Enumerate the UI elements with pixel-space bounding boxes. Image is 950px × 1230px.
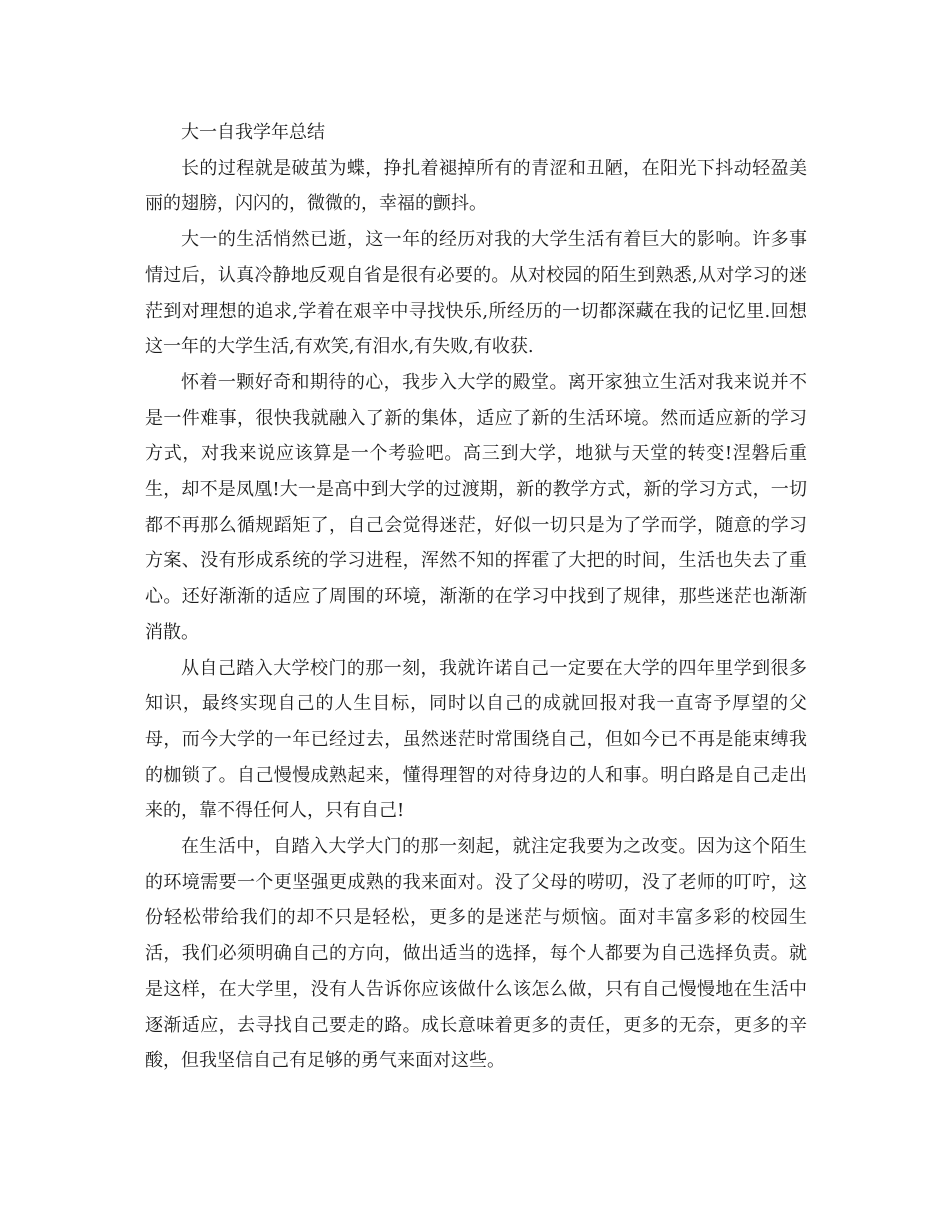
- paragraph-1: 长的过程就是破茧为蝶，挣扎着褪掉所有的青涩和丑陋，在阳光下抖动轻盈美丽的翅膀，闪闪的，微微的，幸福的颤抖。: [145, 157, 807, 215]
- paragraph-4: 从自己踏入大学校门的那一刻，我就许诺自己一定要在大学的四年里学到很多知识，最终实现自己的人生目标，同时以自己的成就回报对我一直寄予厚望的父母，而今大学的一年已经过去，虽然迷茫时常围绕自己，但如今已不再是能束缚我的枷锁了。自己慢慢成熟起来，懂得理智的对待身边的人和事。明白路是自己走出来的，靠不得任何人，只有自己!: [145, 657, 807, 822]
- document-body: [145, 115, 807, 1079]
- document-title: 大一自我学年总结: [181, 122, 325, 143]
- paragraph-3: 怀着一颗好奇和期待的心，我步入大学的殿堂。离开家独立生活对我来说并不是一件难事，很快我就融入了新的集体，适应了新的生活环境。然而适应新的学习方式，对我来说应该算是一个考验吧。高三到大学，地狱与天堂的转变!涅磐后重生，却不是凤凰!大一是高中到大学的过渡期，新的教学方式，新的学习方式，一切都不再那么循规蹈矩了，自己会觉得迷茫，好似一切只是为了学而学，随意的学习方案、没有形成系统的学习进程，浑然不知的挥霍了大把的时间，生活也失去了重心。还好渐渐的适应了周围的环境，渐渐的在学习中找到了规律，那些迷茫也渐渐消散。: [145, 371, 807, 643]
- paragraph-5: 在生活中，自踏入大学大门的那一刻起，就注定我要为之改变。因为这个陌生的环境需要一个更坚强更成熟的我来面对。没了父母的唠叨，没了老师的叮咛，这份轻松带给我们的却不只是轻松，更多的是迷茫与烦恼。面对丰富多彩的校园生活，我们必须明确自己的方向，做出适当的选择，每个人都要为自己选择负责。就是这样，在大学里，没有人告诉你应该做什么该怎么做，只有自己慢慢地在生活中逐渐适应，去寻找自己要走的路。成长意味着更多的责任，更多的无奈，更多的辛酸，但我坚信自己有足够的勇气来面对这些。: [145, 836, 807, 1072]
- paragraph-2: 大一的生活悄然已逝，这一年的经历对我的大学生活有着巨大的影响。许多事情过后，认真冷静地反观自省是很有必要的。从对校园的陌生到熟悉,从对学习的迷茫到对理想的追求,学着在艰辛中寻找快乐,所经历的一切都深藏在我的记忆里.回想这一年的大学生活,有欢笑,有泪水,有失败,有收获.: [145, 229, 807, 358]
